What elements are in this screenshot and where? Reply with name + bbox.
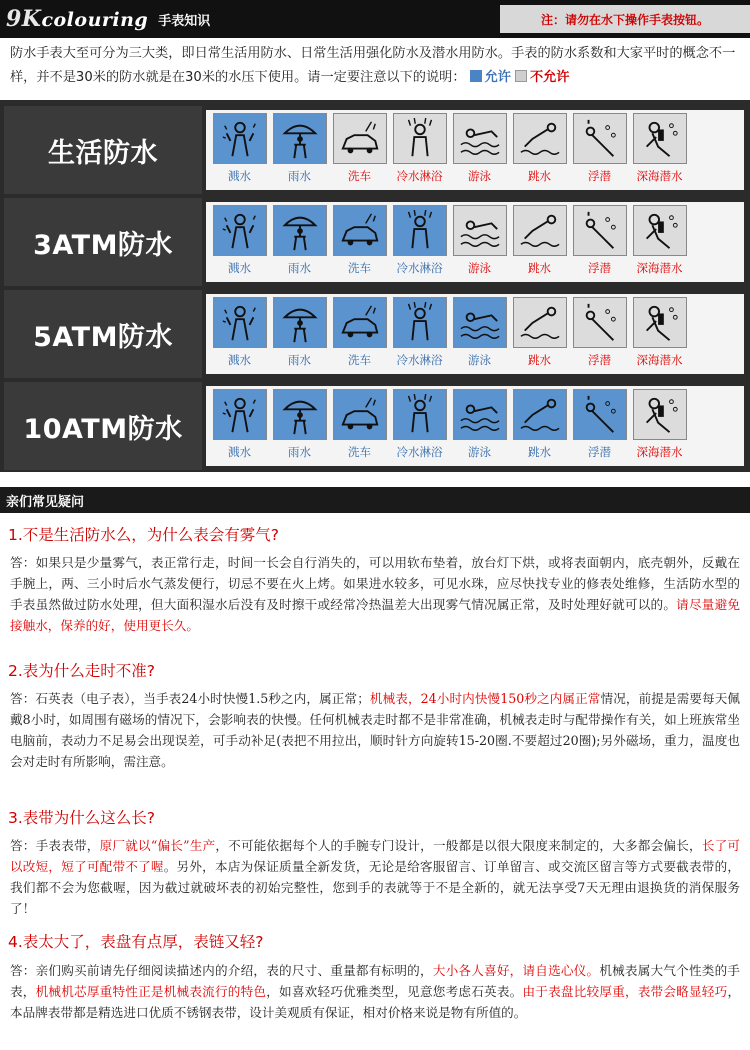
shower-icon: [393, 389, 447, 440]
activity-cell: [332, 297, 387, 374]
activity-cell: [512, 113, 567, 190]
car-wash-icon: [333, 297, 387, 348]
shower-icon: [393, 113, 447, 164]
faq-header: [0, 487, 750, 513]
activity-label: 游泳: [468, 261, 491, 275]
answer-text: 答：手表表带，: [10, 838, 100, 853]
rating-label: 生活防水: [4, 106, 202, 194]
faq-answer-3: [10, 835, 740, 919]
snorkeling-icon: [573, 389, 627, 440]
highlight-text: 请尽量避免接触水，保养的好，使用更长久。: [10, 597, 741, 633]
activity-label: 跳水: [528, 353, 551, 367]
activity-label: 浮潜: [588, 445, 611, 459]
faq-question-4: 4.表太大了，表盘有点厚，表链又轻?: [8, 933, 264, 951]
activity-label: 浮潜: [588, 169, 611, 183]
activity-cells: [206, 386, 744, 466]
rating-label: 3ATM防水: [4, 198, 202, 286]
activity-cells: [206, 202, 744, 282]
activity-label: 浮潜: [588, 261, 611, 275]
activity-cell: [272, 205, 327, 282]
answer-text: 答：石英表（电子表），当手表24小时快慢1.5秒之内，属正常；: [10, 691, 370, 706]
activity-cell: [632, 205, 687, 282]
highlight-text: 长了可以改短，短了可配带不了喔: [10, 838, 741, 874]
activity-label: 跳水: [528, 445, 551, 459]
rain-umbrella-icon: [273, 205, 327, 256]
rating-label: 5ATM防水: [4, 290, 202, 378]
activity-label: 冷水淋浴: [396, 353, 443, 367]
activity-cell: [272, 113, 327, 190]
activity-cells: [206, 294, 744, 374]
activity-label: 溅水: [228, 445, 251, 459]
activity-label: 深海潜水: [636, 353, 683, 367]
faq-question-1: 1.不是生活防水么，为什么表会有雾气?: [8, 526, 280, 544]
intro-paragraph: [10, 42, 745, 90]
activity-label: 雨水: [288, 261, 311, 275]
header-bar: [0, 0, 750, 38]
answer-text: 情况，前提是需要每天佩戴8小时，如周围有磁场的情况下，会影响表的快慢。任何机械表走时都不是非常准确，机械表走时与配带操作有关，如上班族常坐电脑前，表动力不足易会出现误差，可手动补足(表把不用拉出，顺时针方向旋转15-20圈.不要超过20圈);另外磁场，重力，温度也会对走时有所影响，需注意。: [10, 691, 740, 769]
answer-text: ，如喜欢轻巧优雅类型，见意您考虑石英表。: [266, 984, 523, 999]
deep-sea-diving-icon: [633, 389, 687, 440]
activity-cell: [332, 389, 387, 466]
answer-text: 机械表属大气个性类的手表，: [10, 963, 741, 999]
activity-cell: [452, 205, 507, 282]
activity-cell: [512, 205, 567, 282]
activity-label: 雨水: [288, 445, 311, 459]
activity-label: 冷水淋浴: [396, 445, 443, 459]
warning-note: 注：请勿在水下操作手表按钮。: [500, 5, 750, 33]
diving-icon: [513, 389, 567, 440]
activity-label: 雨水: [288, 169, 311, 183]
splash-icon: [213, 389, 267, 440]
snorkeling-icon: [573, 297, 627, 348]
deep-sea-diving-icon: [633, 113, 687, 164]
snorkeling-icon: [573, 113, 627, 164]
faq-question-3: 3.表带为什么这么长?: [8, 809, 156, 827]
diving-icon: [513, 205, 567, 256]
activity-label: 深海潜水: [636, 169, 683, 183]
rating-row: [4, 106, 746, 194]
swimming-icon: [453, 113, 507, 164]
activity-cell: [212, 205, 267, 282]
activity-label: 游泳: [468, 445, 491, 459]
activity-cell: [572, 297, 627, 374]
activity-label: 跳水: [528, 169, 551, 183]
activity-cell: [272, 389, 327, 466]
answer-text: 答：如果只是少量雾气，表正常行走，时间一长会自行消失的，可以用软布垫着，放台灯下烘，或将表面朝内，底壳朝外，反戴在手腕上，两、三小时后水气蒸发便行，切忌不要在火上烤。如果进水较多，可见水珠，应尽快找专业的修表处维修，生活防水型的手表虽然做过防水处理，但大面积湿水后没有及时擦干或经常冷热温差大出现雾气情况属正常，及时处理好就可以的。: [10, 555, 740, 612]
legend-deny-label: 不允许: [529, 70, 570, 85]
faq-answer-2: [10, 688, 740, 772]
activity-cell: [632, 297, 687, 374]
diving-icon: [513, 297, 567, 348]
activity-label: 冷水淋浴: [396, 261, 443, 275]
activity-label: 浮潜: [588, 353, 611, 367]
faq-answer-1: [10, 552, 740, 636]
answer-text: ，本品牌表带都是精选进口优质不锈钢表带，设计美观质有保证，相对价格来说是物有所值的。: [10, 984, 741, 1020]
activity-cell: [212, 113, 267, 190]
faq-title: 亲们常见疑问: [6, 495, 85, 510]
allow-swatch-icon: [470, 70, 482, 82]
activity-cell: [392, 113, 447, 190]
intro-text: 防水手表大至可分为三大类，即日常生活用防水、日常生活用强化防水及潜水用防水。手表的防水系数和大家平时的概念不一样，并不是30米的防水就是在30米的水压下使用。请一定要注意以下的说明：: [10, 46, 736, 85]
activity-cell: [452, 297, 507, 374]
activity-cell: [212, 297, 267, 374]
activity-cell: [392, 389, 447, 466]
activity-label: 洗车: [348, 169, 371, 183]
activity-label: 跳水: [528, 261, 551, 275]
snorkeling-icon: [573, 205, 627, 256]
activity-cell: [512, 389, 567, 466]
brand-logo: 9Kcolouring: [6, 6, 149, 32]
highlight-text: 原厂就以“偏长”生产: [99, 838, 216, 853]
activity-cell: [512, 297, 567, 374]
rain-umbrella-icon: [273, 389, 327, 440]
shower-icon: [393, 205, 447, 256]
rating-label: 10ATM防水: [4, 382, 202, 470]
activity-label: 游泳: [468, 353, 491, 367]
legend-allow-label: 允许: [484, 70, 511, 85]
page-title: 手表知识: [158, 13, 211, 29]
deep-sea-diving-icon: [633, 297, 687, 348]
rating-row: [4, 382, 746, 470]
activity-cell: [332, 205, 387, 282]
highlight-text: 机械表，24小时内快慢150秒之内属正常: [369, 691, 601, 706]
activity-cell: [452, 389, 507, 466]
splash-icon: [213, 297, 267, 348]
swimming-icon: [453, 205, 507, 256]
water-resistance-table: [0, 100, 750, 472]
faq-question-2: 2.表为什么走时不准?: [8, 662, 156, 680]
answer-text: ，不可能依据每个人的手腕专门设计，一般都是以很大限度来制定的，大多都会偏长，: [215, 838, 702, 853]
faq-answer-4: [10, 960, 740, 1023]
rain-umbrella-icon: [273, 113, 327, 164]
activity-cell: [572, 389, 627, 466]
car-wash-icon: [333, 113, 387, 164]
activity-label: 溅水: [228, 353, 251, 367]
activity-cell: [272, 297, 327, 374]
activity-label: 深海潜水: [636, 445, 683, 459]
rating-row: [4, 198, 746, 286]
deny-swatch-icon: [515, 70, 527, 82]
rain-umbrella-icon: [273, 297, 327, 348]
splash-icon: [213, 205, 267, 256]
diving-icon: [513, 113, 567, 164]
activity-label: 深海潜水: [636, 261, 683, 275]
activity-cell: [392, 297, 447, 374]
deep-sea-diving-icon: [633, 205, 687, 256]
activity-cell: [392, 205, 447, 282]
swimming-icon: [453, 297, 507, 348]
highlight-text: 由于表盘比较厚重，表带会略显轻巧: [522, 984, 728, 999]
activity-label: 游泳: [468, 169, 491, 183]
activity-cell: [572, 205, 627, 282]
activity-cells: [206, 110, 744, 190]
activity-label: 冷水淋浴: [396, 169, 443, 183]
highlight-text: 机械机芯厚重特性正是机械表流行的特色: [35, 984, 267, 999]
activity-cell: [632, 113, 687, 190]
answer-text: 。另外，本店为保证质量全新发货，无论是给客服留言、订单留言、或交流区留言等方式要截表带的，我们都不会为您截喔，因为截过就破坏表的初始完整性，您到手的表就等于不是全新的，就无法享受7天无理由退换货的消保服务了！: [10, 859, 741, 916]
activity-cell: [452, 113, 507, 190]
activity-label: 洗车: [348, 353, 371, 367]
shower-icon: [393, 297, 447, 348]
activity-label: 洗车: [348, 261, 371, 275]
activity-label: 溅水: [228, 261, 251, 275]
activity-label: 洗车: [348, 445, 371, 459]
rating-row: [4, 290, 746, 378]
car-wash-icon: [333, 205, 387, 256]
swimming-icon: [453, 389, 507, 440]
activity-cell: [332, 113, 387, 190]
splash-icon: [213, 113, 267, 164]
highlight-text: 大小各人喜好，请自选心仪。: [432, 963, 600, 978]
activity-cell: [632, 389, 687, 466]
car-wash-icon: [333, 389, 387, 440]
answer-text: 答：亲们购买前请先仔细阅读描述内的介绍，表的尺寸、重量都有标明的，: [10, 963, 433, 978]
activity-cell: [572, 113, 627, 190]
activity-cell: [212, 389, 267, 466]
activity-label: 溅水: [228, 169, 251, 183]
activity-label: 雨水: [288, 353, 311, 367]
